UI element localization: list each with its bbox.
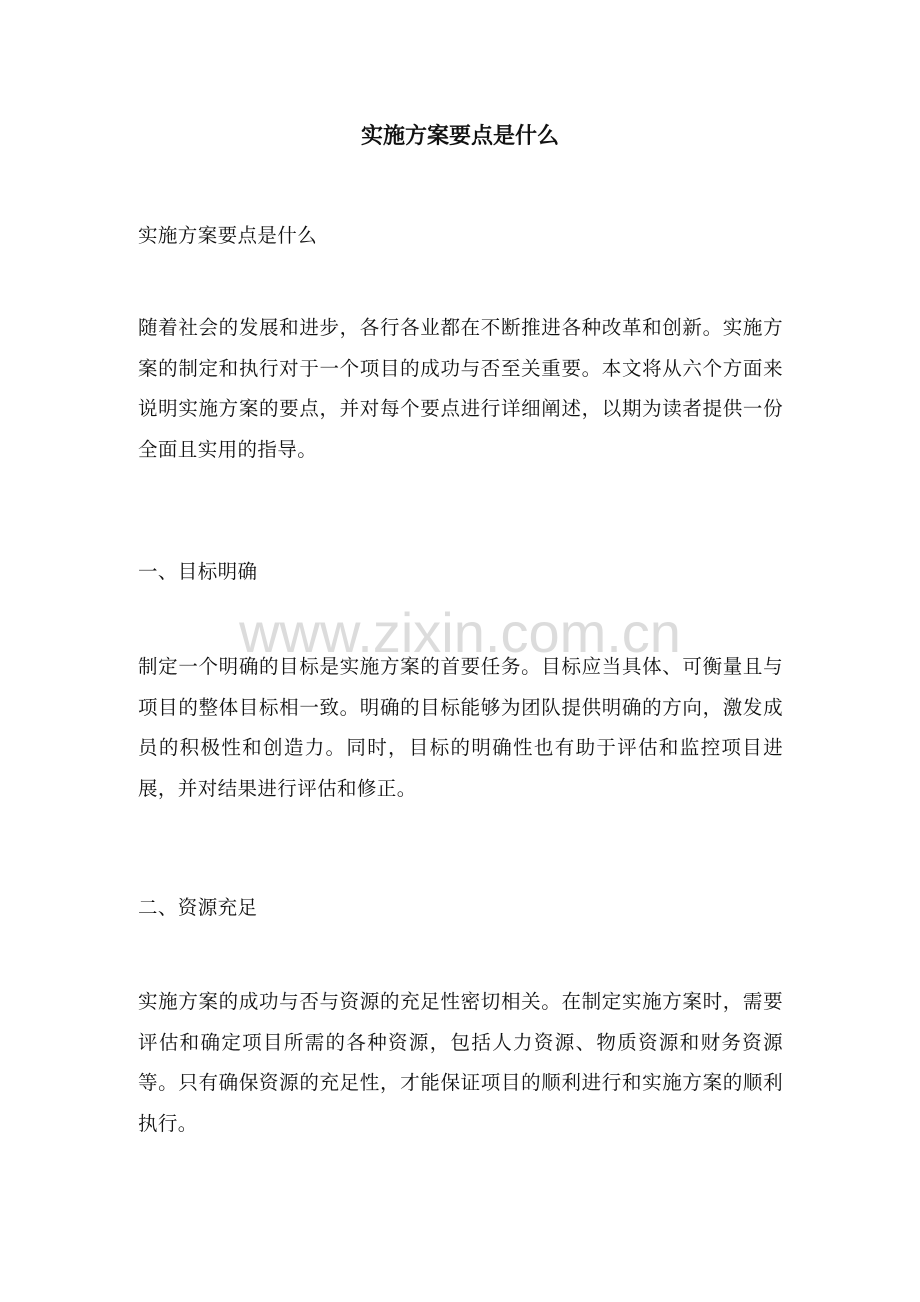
intro-paragraph: 随着社会的发展和进步，各行各业都在不断推进各种改革和创新。实施方案的制定和执行对于一个项目的成功与否至关重要。本文将从六个方面来说明实施方案的要点，并对每个要点进行详细阐述，以期为读者提供一份全面且实用的指导。 [138,316,783,461]
watermark: www.zixin.com.cn [239,601,681,664]
page-title: 实施方案要点是什么 [360,123,559,149]
section-heading-goal: 一、目标明确 [138,560,258,583]
section-body-resources: 实施方案的成功与否与资源的充足性密切相关。在制定实施方案时，需要评估和确定项目所需的各种资源，包括人力资源、物质资源和财务资源等。只有确保资源的充足性，才能保证项目的顺利进行和实施方案的顺利执行。 [138,990,783,1135]
section-heading-resources: 二、资源充足 [138,896,258,919]
section-body-goal: 制定一个明确的目标是实施方案的首要任务。目标应当具体、可衡量且与项目的整体目标相一致。明确的目标能够为团队提供明确的方向，激发成员的积极性和创造力。同时，目标的明确性也有助于评估和监控项目进展，并对结果进行评估和修正。 [138,655,783,800]
document-subtitle: 实施方案要点是什么 [138,224,318,247]
